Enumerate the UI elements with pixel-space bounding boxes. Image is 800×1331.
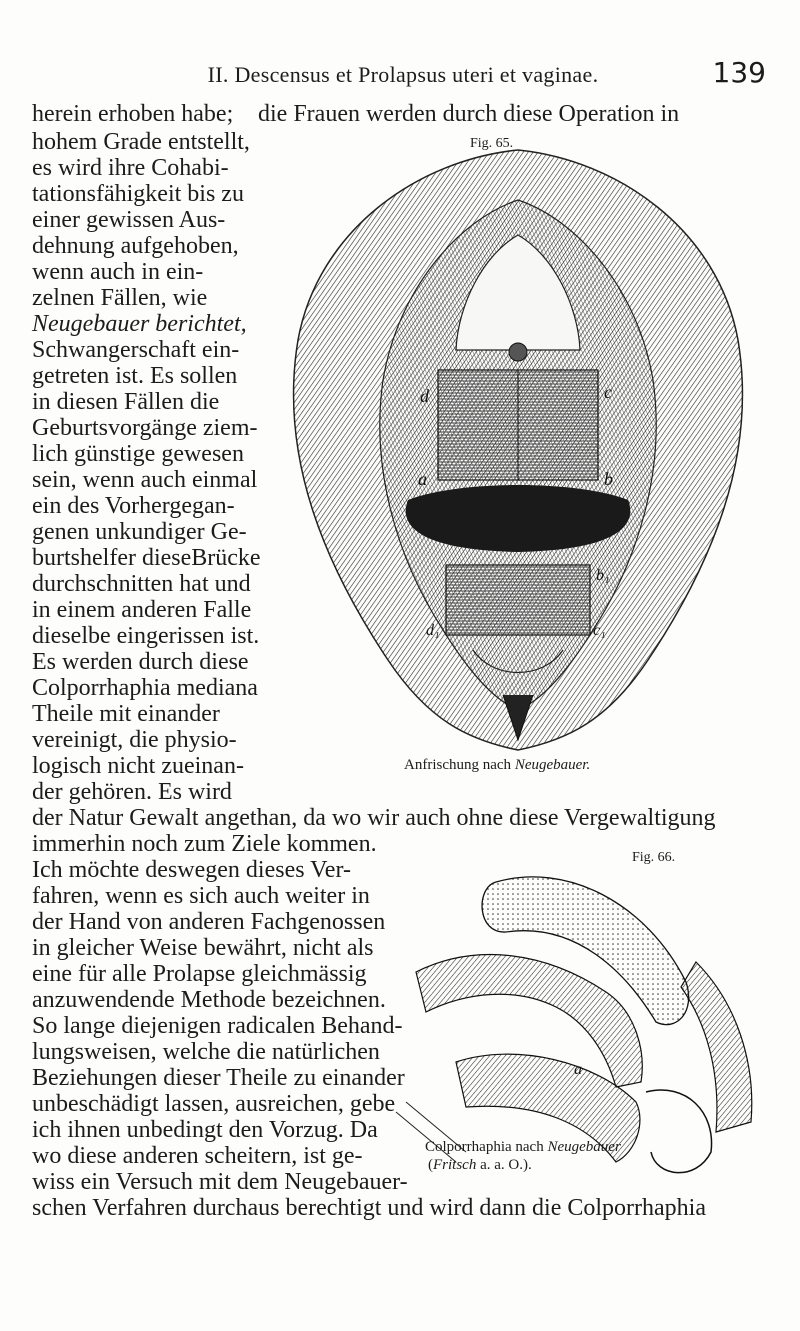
running-header xyxy=(32,54,774,90)
fig66-letter-a: a xyxy=(574,1061,582,1078)
figure-66-caption-author: Neugebauer xyxy=(547,1139,621,1155)
text-line: in diesen Fällen die xyxy=(32,389,220,415)
fig65-letter-c1: c₁ xyxy=(593,622,606,639)
text-line: durchschnitten hat und xyxy=(32,571,251,597)
figure-65-caption xyxy=(404,756,590,774)
figure-66-caption-author2: Fritsch xyxy=(433,1157,477,1173)
text-line: Geburtsvorgänge ziem- xyxy=(32,415,258,441)
fig65-letter-c: c xyxy=(604,382,612,402)
figure-65-caption-text: Anfrischung nach xyxy=(404,757,512,773)
lower-wound-area xyxy=(446,565,590,635)
figure-66-label: Fig. 66. xyxy=(632,850,676,865)
text-line: hohem Grade entstellt, xyxy=(32,129,250,155)
perineal-body-shape xyxy=(681,962,752,1132)
fig65-letter-d: d xyxy=(420,386,429,406)
anal-loop-shape xyxy=(646,1090,712,1173)
text-line: herein erhoben habe; xyxy=(32,101,234,127)
text-line: logisch nicht zueinan- xyxy=(32,753,244,779)
fig65-letter-b1: b₁ xyxy=(596,567,610,584)
text-line: Beziehungen dieser Theile zu einander xyxy=(32,1065,405,1091)
text-line: wenn auch in ein- xyxy=(32,259,204,285)
text-line: vereinigt, die physio- xyxy=(32,727,237,753)
text-line: dehnung aufgehoben, xyxy=(32,233,239,259)
text-line: anzuwendende Methode bezeichnen. xyxy=(32,987,386,1013)
figure-66-caption-line2 xyxy=(428,1156,532,1174)
text-line: zelnen Fällen, wie xyxy=(32,285,208,311)
text-line: einer gewissen Aus- xyxy=(32,207,226,233)
text-line: dieselbe eingerissen ist. xyxy=(32,623,260,649)
figure-66-caption-text: Colporrhaphia nach xyxy=(425,1139,544,1155)
text-line: lungsweisen, welche die natürlichen xyxy=(32,1039,380,1065)
text-line: Es werden durch diese xyxy=(32,649,249,675)
text-line: in einem anderen Falle xyxy=(32,597,252,623)
figure-66-caption-open: ( xyxy=(428,1157,433,1173)
first-line-continuation: die Frauen werden durch diese Operation in xyxy=(258,101,680,127)
text-line: Neugebauer berichtet, xyxy=(32,311,247,337)
text-line: sein, wenn auch einmal xyxy=(32,467,258,493)
text-line: burtshelfer dieseBrücke xyxy=(32,545,261,571)
text-line: genen unkundiger Ge- xyxy=(32,519,247,545)
text-line: So lange diejenigen radicalen Behand- xyxy=(32,1013,403,1039)
text-line: in gleicher Weise bewährt, nicht als xyxy=(32,935,374,961)
text-line: Colporrhaphia mediana xyxy=(32,675,258,701)
clitoris-shape xyxy=(509,343,527,361)
text-line: eine für alle Prolapse gleichmässig xyxy=(32,961,367,987)
running-title: II. Descensus et Prolapsus uteri et vaginae. xyxy=(207,62,599,87)
text-line: es wird ihre Cohabi- xyxy=(32,155,229,181)
text-line: Schwangerschaft ein- xyxy=(32,337,240,363)
text-line: lich günstige gewesen xyxy=(32,441,244,467)
text-line: ein des Vorhergegan- xyxy=(32,493,235,519)
text-line: Ich möchte deswegen dieses Ver- xyxy=(32,857,351,883)
text-line: unbeschädigt lassen, ausreichen, gebe xyxy=(32,1091,396,1117)
text-line: wiss ein Versuch mit dem Neugebauer- xyxy=(32,1169,408,1195)
text-line: der Hand von anderen Fachgenossen xyxy=(32,909,386,935)
text-line-full: der Natur Gewalt angethan, da wo wir auch ohne diese Vergewaltigung xyxy=(32,805,716,831)
page-number: 139 xyxy=(712,56,766,89)
text-line: Theile mit einander xyxy=(32,701,220,727)
fig65-letter-b: b xyxy=(604,469,613,489)
text-line: fahren, wenn es sich auch weiter in xyxy=(32,883,370,909)
text-line: getreten ist. Es sollen xyxy=(32,363,238,389)
text-line: der gehören. Es wird xyxy=(32,779,232,805)
figure-65-caption-author: Neugebauer. xyxy=(514,757,591,773)
text-line-full: schen Verfahren durchaus berechtigt und wird dann die Colporrhaphia xyxy=(32,1195,707,1221)
vaginal-opening xyxy=(406,485,631,552)
text-line: immerhin noch zum Ziele kommen. xyxy=(32,831,377,857)
text-line: tationsfähigkeit bis zu xyxy=(32,181,244,207)
text-line: ich ihnen unbedingt den Vorzug. Da xyxy=(32,1117,378,1143)
figure-66-caption-line1 xyxy=(425,1138,621,1156)
figure-66-caption-rest: a. a. O.). xyxy=(476,1157,532,1173)
fig65-letter-a: a xyxy=(418,469,427,489)
figure-65-illustration xyxy=(258,140,788,750)
fig65-letter-d1: d₁ xyxy=(426,622,440,639)
figure-65-label: Fig. 65. xyxy=(470,136,514,151)
text-line: wo diese anderen scheitern, ist ge- xyxy=(32,1143,363,1169)
